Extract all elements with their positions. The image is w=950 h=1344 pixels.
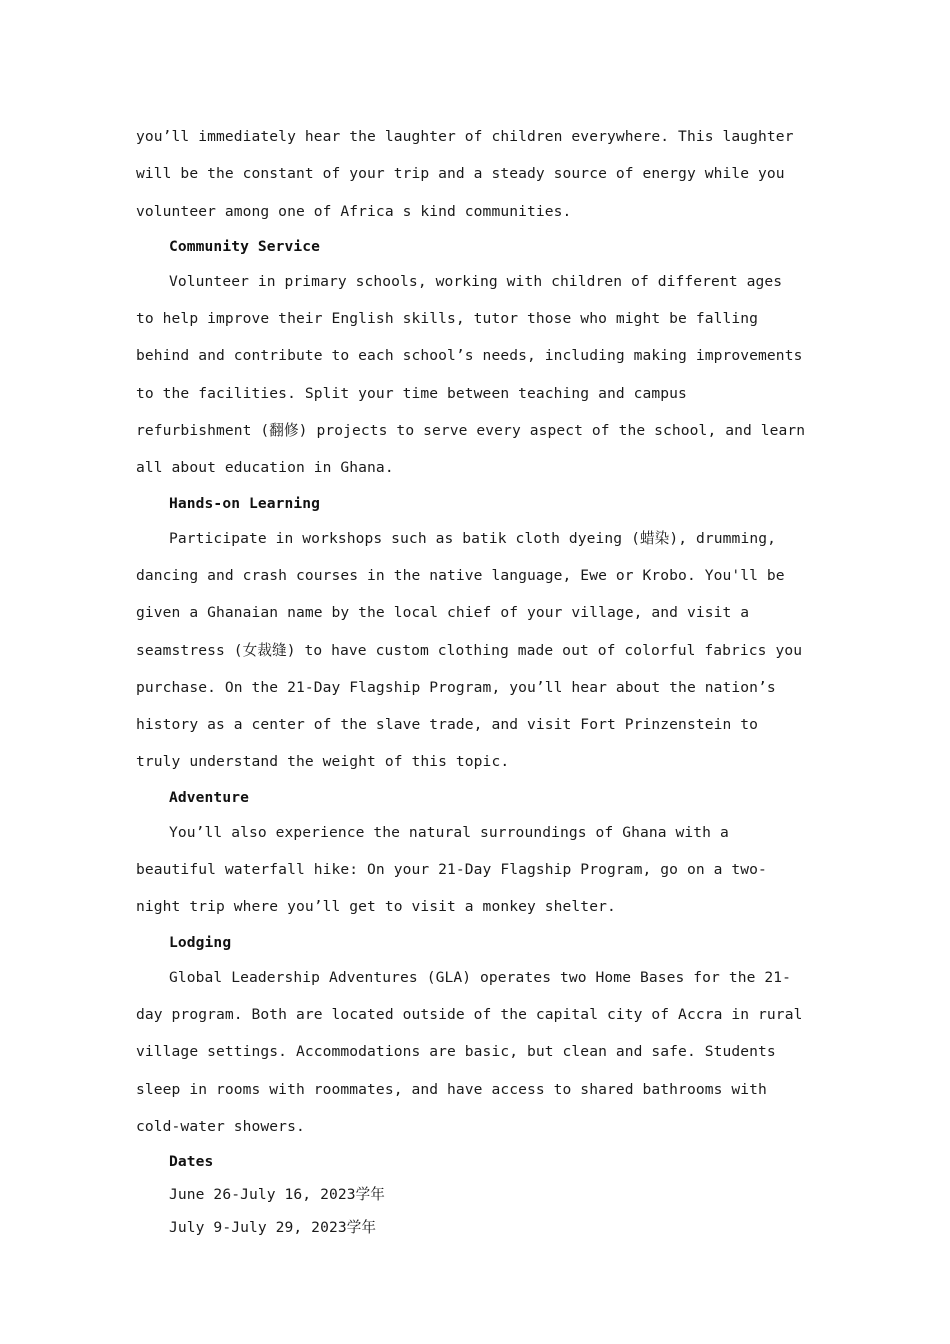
date-item: July 9-July 29, 2023学年 bbox=[169, 1219, 377, 1237]
date-item: June 26-July 16, 2023学年 bbox=[169, 1186, 385, 1204]
section-heading-dates: Dates bbox=[169, 1153, 214, 1171]
lodging-paragraph: Global Leadership Adventures (GLA) operates two Home Bases for the 21-day program. Both are located outside of the capital city of Accra in rural village settings. Accommodations are basic, but clean and safe. Students sleep in rooms with roommates, and have access to shared bathrooms with cold-water showers. bbox=[136, 968, 803, 1135]
section-heading-adventure: Adventure bbox=[169, 788, 249, 806]
section-heading-hands-on-learning: Hands-on Learning bbox=[169, 494, 321, 512]
section-heading-lodging: Lodging bbox=[169, 933, 232, 951]
community-service-paragraph: Volunteer in primary schools, working with children of different ages to help improve their English skills, tutor those who might be falling behind and contribute to each school’s needs, including making improvements to the facilities. Split your time between teaching and campus refurbishment (翻修) projects to serve every aspect of the school, and learn all about education in Ghana. bbox=[136, 272, 806, 477]
hands-on-learning-paragraph: Participate in workshops such as batik cloth dyeing (蜡染), drumming, dancing and crash courses in the native language, Ewe or Krobo. You'll be given a Ghanaian name by the local chief of your village, and visit a seamstress (女裁缝) to have custom clothing made out of colorful fabrics you purchase. On the 21-Day Flagship Program, you’ll hear about the nation’s history as a center of the slave trade, and visit Fort Prinzenstein to truly understand the weight of this topic. bbox=[136, 529, 803, 771]
intro-paragraph: you’ll immediately hear the laughter of children everywhere. This laughter will be the constant of your trip and a steady source of energy while you volunteer among one of Africa s kind communities. bbox=[136, 128, 794, 220]
section-heading-community-service: Community Service bbox=[169, 237, 321, 255]
adventure-paragraph: You’ll also experience the natural surroundings of Ghana with a beautiful waterfall hike: On your 21-Day Flagship Program, go on a two-night trip where you’ll get to visit a monkey shelter. bbox=[136, 823, 767, 916]
document-page bbox=[136, 118, 808, 1244]
